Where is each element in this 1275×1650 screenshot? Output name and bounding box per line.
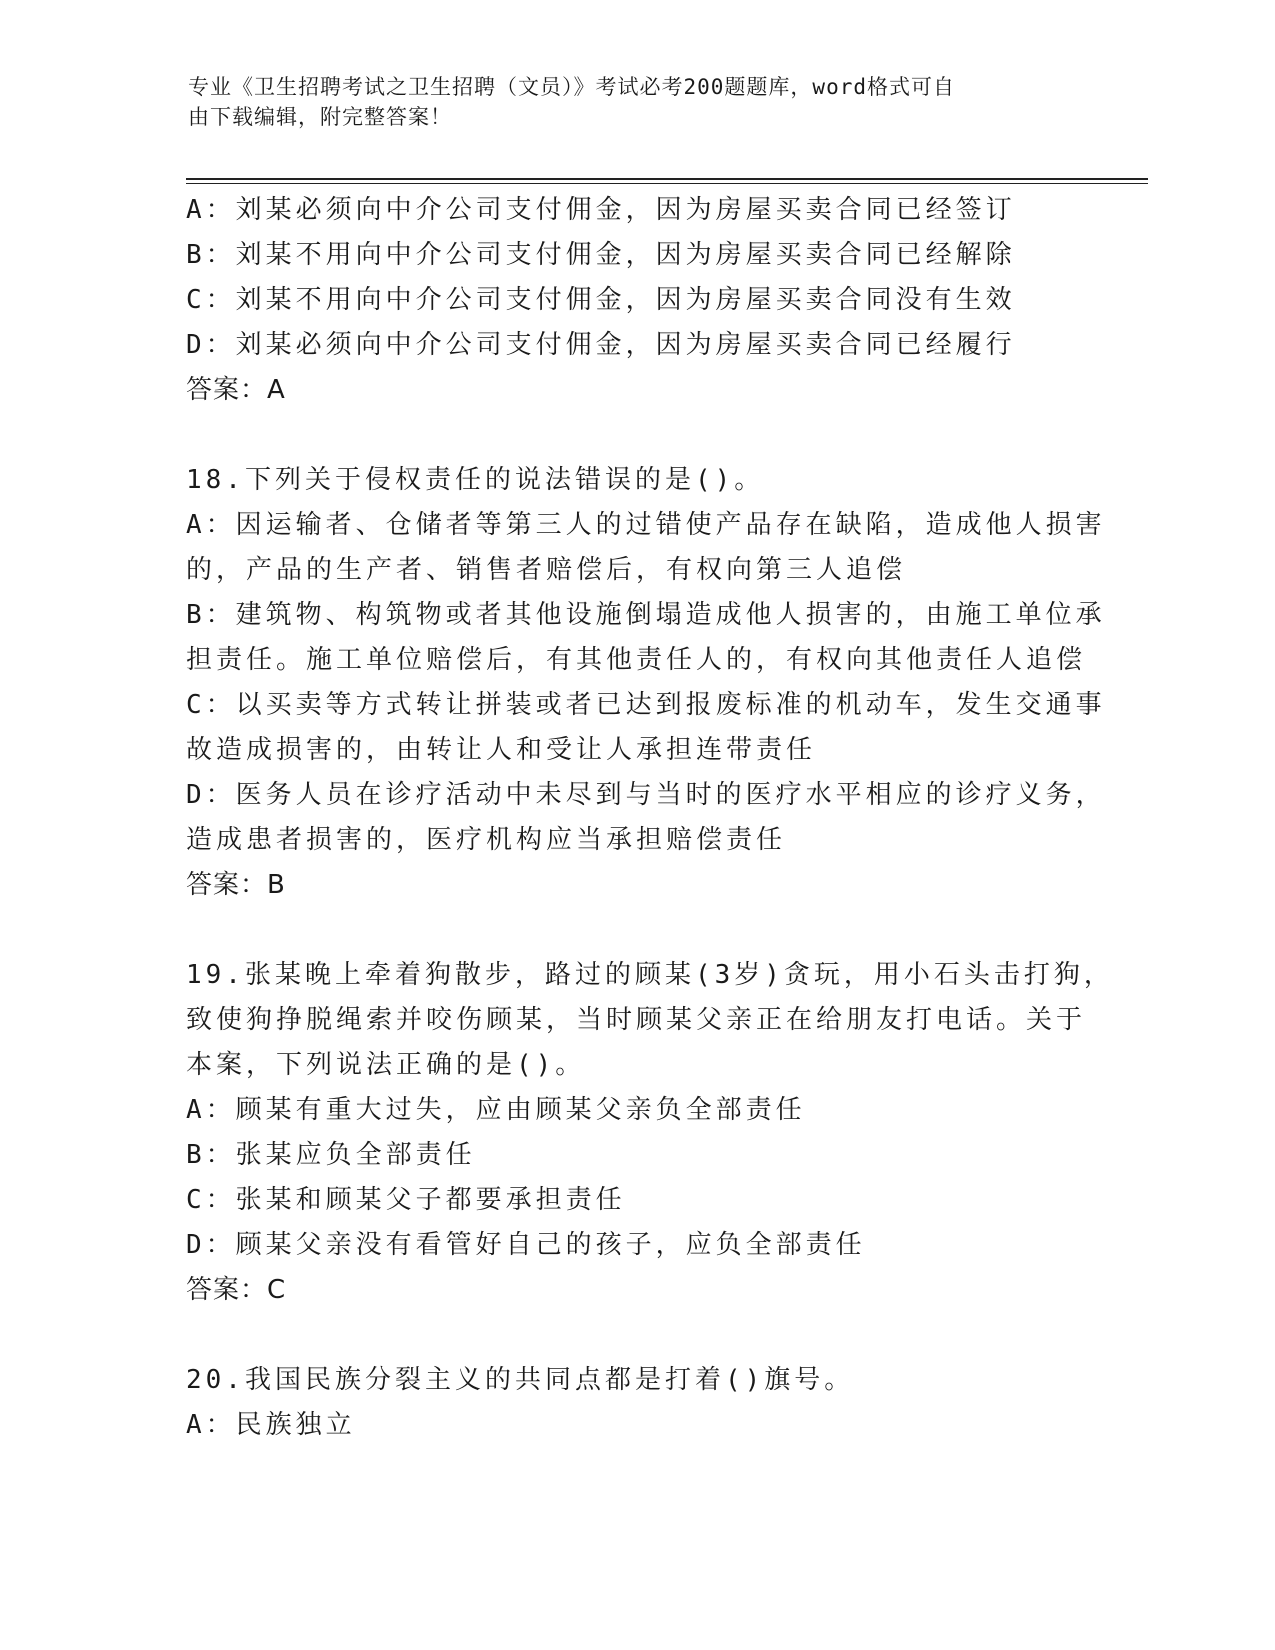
option-b: B：建筑物、构筑物或者其他设施倒塌造成他人损害的，由施工单位承: [186, 600, 1106, 630]
question-spacer: [186, 908, 1066, 953]
question-stem: 19.张某晚上牵着狗散步，路过的顾某(3岁)贪玩，用小石头击打狗，: [186, 960, 1114, 990]
option-a: A：民族独立: [186, 1410, 356, 1440]
option-a-continued: 的，产品的生产者、销售者赔偿后，有权向第三人追偿: [186, 555, 907, 585]
header-line-2: 由下载编辑，附完整答案！: [188, 105, 452, 129]
option-c: C：以买卖等方式转让拼装或者已达到报废标准的机动车，发生交通事: [186, 690, 1106, 720]
question-list: [186, 188, 1114, 1448]
answer: 答案：C: [186, 1275, 287, 1305]
option-b: B：刘某不用向中介公司支付佣金，因为房屋买卖合同已经解除: [186, 240, 1016, 270]
option-a: A：因运输者、仓储者等第三人的过错使产品存在缺陷，造成他人损害: [186, 510, 1106, 540]
option-d-continued: 造成患者损害的，医疗机构应当承担赔偿责任: [186, 825, 787, 855]
option-b: B：张某应负全部责任: [186, 1140, 476, 1170]
option-a: A：顾某有重大过失，应由顾某父亲负全部责任: [186, 1095, 806, 1125]
question-spacer: [186, 1313, 1066, 1358]
option-b-continued: 担责任。施工单位赔偿后，有其他责任人的，有权向其他责任人追偿: [186, 645, 1087, 675]
option-d: D：医务人员在诊疗活动中未尽到与当时的医疗水平相应的诊疗义务，: [186, 780, 1106, 810]
header-line-1: 专业《卫生招聘考试之卫生招聘（文员）》考试必考200题题库，word格式可自: [188, 75, 955, 99]
question-spacer: [186, 413, 1066, 458]
answer: 答案：B: [186, 870, 286, 900]
question-17: [186, 188, 1066, 413]
document-header: [188, 72, 1068, 132]
question-20: [186, 1358, 1066, 1448]
option-c: C：刘某不用向中介公司支付佣金，因为房屋买卖合同没有生效: [186, 285, 1016, 315]
option-c-continued: 故造成损害的，由转让人和受让人承担连带责任: [186, 735, 817, 765]
question-stem-continued: 致使狗挣脱绳索并咬伤顾某，当时顾某父亲正在给朋友打电话。关于: [186, 1005, 1087, 1035]
question-18: [186, 458, 1106, 908]
question-19: [186, 953, 1114, 1313]
option-c: C：张某和顾某父子都要承担责任: [186, 1185, 626, 1215]
option-d: D：刘某必须向中介公司支付佣金，因为房屋买卖合同已经履行: [186, 330, 1016, 360]
question-stem: 18.下列关于侵权责任的说法错误的是()。: [186, 465, 765, 495]
header-rule-thin: [186, 183, 1148, 184]
question-stem: 20.我国民族分裂主义的共同点都是打着()旗号。: [186, 1365, 855, 1395]
option-d: D：顾某父亲没有看管好自己的孩子，应负全部责任: [186, 1230, 866, 1260]
option-a: A：刘某必须向中介公司支付佣金，因为房屋买卖合同已经签订: [186, 195, 1016, 225]
question-stem-continued: 本案，下列说法正确的是()。: [186, 1050, 586, 1080]
answer: 答案：A: [186, 375, 286, 405]
header-rule-thick: [186, 178, 1148, 180]
